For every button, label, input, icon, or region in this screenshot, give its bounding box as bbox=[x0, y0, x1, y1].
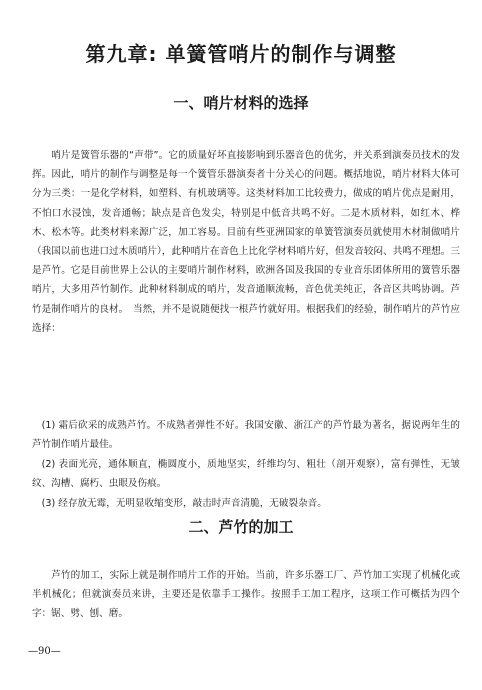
section-title-processing: 二、芦竹的加工 bbox=[188, 518, 294, 536]
section-title-materials: 一、哨片材料的选择 bbox=[173, 94, 309, 112]
paragraph-processing: 芦竹的加工，实际上就是制作哨片工作的开始。当前，许多乐器工厂、芦竹加工实现了机械化或半机械化；但就演奏员来讲，主要还是依靠手工操作。按照手工加工程序，这项工作可概括为四个字：锯、劈、刨、磨。 bbox=[32, 570, 460, 620]
paragraph-materials-intro: 哨片是簧管乐器的“声带”。它的质量好坏直接影响到乐器音色的优劣，并关系到演奏员技术的发挥。因此，哨片的制作与调整是每一个簧管乐器演奏者十分关心的问题。概括地说，哨片材料大体可分为三类：一是化学材料，如塑料、有机玻璃等。这类材料加工比较费力，做成的哨片优点是耐用，不怕口水浸蚀，发音通畅；缺点是音色发尖，特别是中低音共鸣不好。二是木质材料，如红木、桦木、松木等。此类材料来源广泛，加工容易。目前有些亚洲国家的单簧管演奏员就使用木材制做哨片（我国以前也进口过木质哨片），此种哨片在音色上比化学材料哨片好，但发音较闷、共鸣不理想。三是芦竹。它是目前世界上公认的主要哨片制作材料，欧洲各国及我国的专业音乐团体所用的簧管乐器哨片，大多用芦竹制作。此种材料制成的哨片，发音通顺流畅，音色优美纯正，各音区共鸣协调。芦竹是制作哨片的良材。 当然，并不是说随便找一根芦竹就好用。根据我们的经验，制作哨片的芦竹应选择： bbox=[32, 150, 460, 334]
chapter-title: 第九章: 单簧管哨片的制作与调整 bbox=[85, 42, 397, 66]
paragraph-criteria-2: (2) 表面光亮，通体顺直，椭圆度小，质地坚实，纤维均匀、粗壮（剖开观察），富有弹性，无皱纹、沟槽、腐朽、虫眼及伤痕。 bbox=[32, 459, 460, 490]
page-number: —90— bbox=[28, 646, 61, 657]
paragraph-criteria-3: (3) 经存放无霉，无明显收缩变形，敲击时声音清脆，无破裂杂音。 bbox=[41, 498, 327, 509]
paragraph-criteria-1: (1) 霜后砍采的成熟芦竹。不成熟者弹性不好。我国安徽、浙江产的芦竹最为著名，据说两年生的芦竹制作哨片最佳。 bbox=[32, 420, 460, 451]
